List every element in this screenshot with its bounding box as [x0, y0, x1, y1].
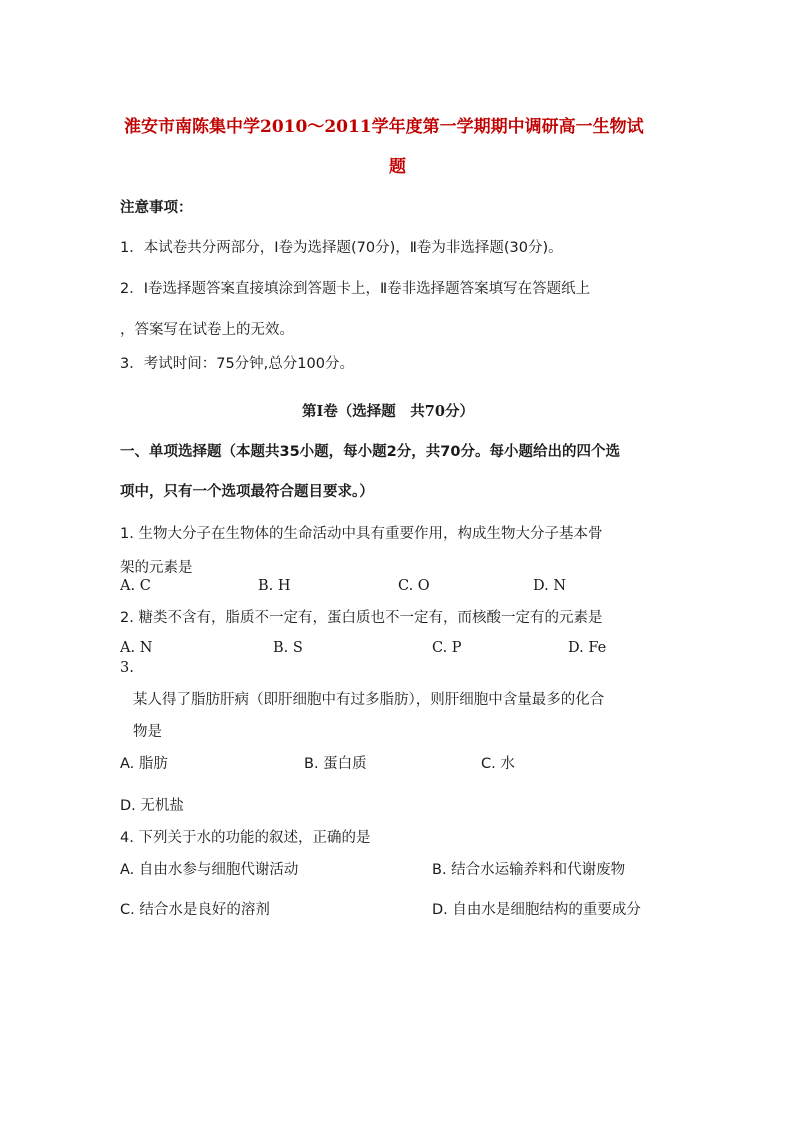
notice-item-1: 1．本试卷共分两部分，Ⅰ卷为选择题(70分)，Ⅱ卷为非选择题(30分)。: [120, 240, 563, 256]
question-2-option-c: C. P: [432, 640, 462, 656]
question-2-stem: 2. 糖类不含有，脂质不一定有，蛋白质也不一定有，而核酸一定有的元素是: [120, 610, 603, 626]
question-1-option-c: C. O: [398, 578, 430, 594]
question-4-option-b: B. 结合水运输养料和代谢废物: [432, 862, 626, 878]
question-4-option-c: C. 结合水是良好的溶剂: [120, 902, 270, 918]
question-1-option-b: B. H: [258, 578, 291, 594]
question-2-option-b: B. S: [273, 640, 303, 656]
page-title-line1: 淮安市南陈集中学2010～2011学年度第一学期期中调研高一生物试: [124, 117, 644, 137]
question-3-option-a: A. 脂肪: [120, 756, 168, 772]
notice-heading: 注意事项：: [120, 200, 193, 216]
notice-item-2-line1: 2．Ⅰ卷选择题答案直接填涂到答题卡上，Ⅱ卷非选择题答案填写在答题纸上: [120, 281, 591, 297]
question-1-stem-line1: 1. 生物大分子在生物体的生命活动中具有重要作用，构成生物大分子基本骨: [120, 526, 603, 542]
question-3-stem-line2: 物是: [133, 724, 162, 740]
question-4-option-a: A. 自由水参与细胞代谢活动: [120, 862, 299, 878]
question-4-option-d: D. 自由水是细胞结构的重要成分: [432, 902, 641, 918]
question-3-option-b: B. 蛋白质: [304, 756, 367, 772]
question-1-option-a: A. C: [120, 578, 151, 594]
page-title-line2: 题: [389, 157, 406, 177]
question-2-option-a: A. N: [120, 640, 153, 656]
question-3-stem-line1: 某人得了脂肪肝病（即肝细胞中有过多脂肪），则肝细胞中含量最多的化合: [133, 692, 605, 708]
question-3-number: 3.: [120, 660, 134, 676]
notice-item-3: 3．考试时间：75分钟,总分100分。: [120, 356, 354, 372]
question-1-option-d: D. N: [533, 578, 567, 594]
question-1-stem-line2: 架的元素是: [120, 560, 193, 576]
question-3-option-c: C. 水: [481, 756, 515, 772]
question-4-stem: 4. 下列关于水的功能的叙述，正确的是: [120, 830, 371, 846]
question-3-option-d: D. 无机盐: [120, 798, 184, 814]
section-instruction-line2: 项中，只有一个选项最符合题目要求。）: [120, 484, 374, 500]
question-2-option-d: D. Fe: [568, 640, 607, 656]
section-instruction-line1: 一、单项选择题（本题共35小题，每小题2分，共70分。每小题给出的四个选: [120, 444, 620, 460]
section-heading: 第Ⅰ卷（选择题 共70分）: [302, 403, 474, 420]
notice-item-2-line2: ，答案写在试卷上的无效。: [120, 322, 294, 338]
